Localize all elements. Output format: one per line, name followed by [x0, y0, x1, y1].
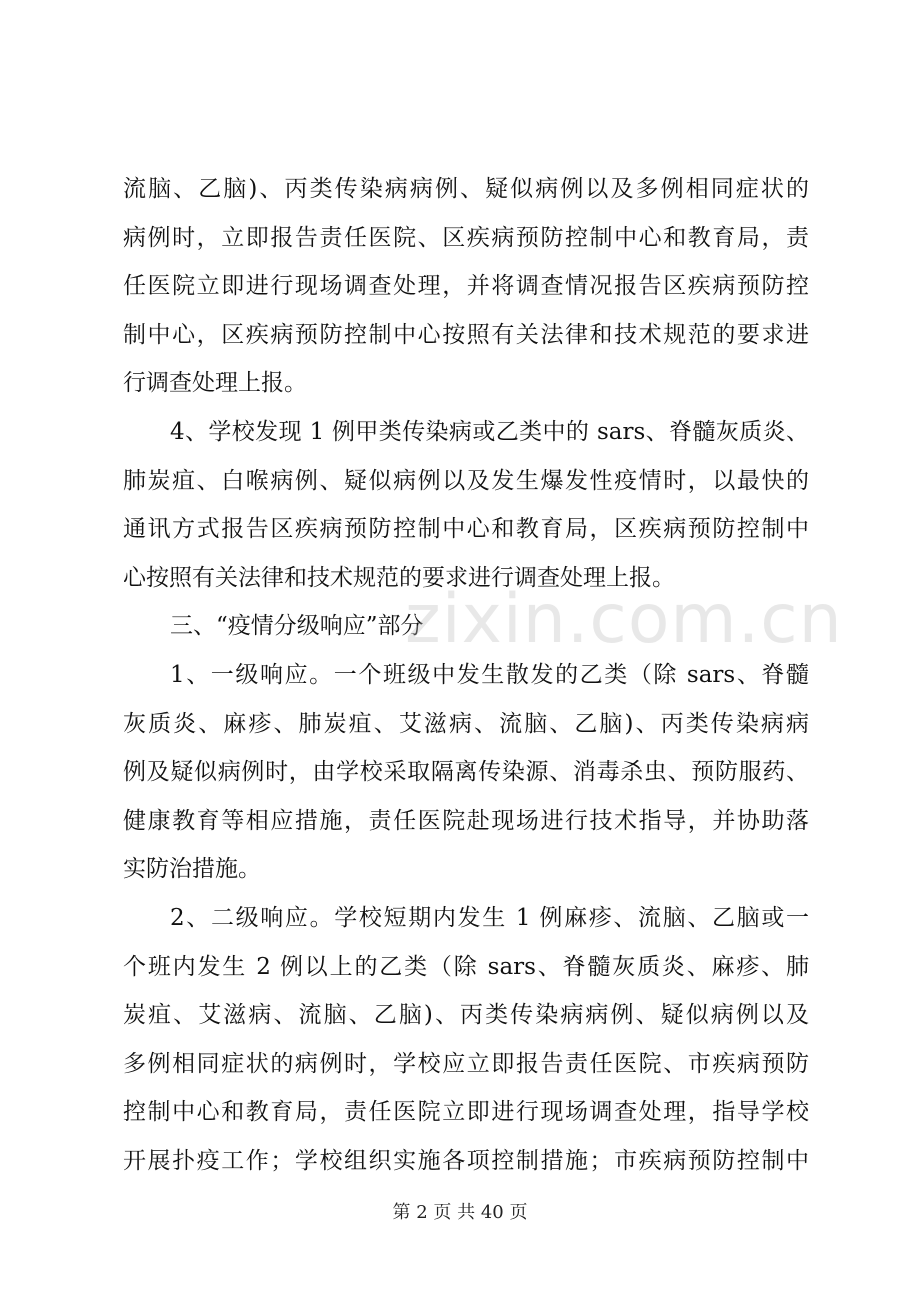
document-body [123, 165, 809, 1185]
text-line: 任医院立即进行现场调查处理，并将调查情况报告区疾病预防控 [123, 273, 809, 300]
text-line: 心按照有关法律和技术规范的要求进行调查处理上报。 [123, 564, 675, 591]
paragraph-first-line: 4、学校发现 1 例甲类传染病或乙类中的 sars、脊髓灰质炎、 [170, 418, 809, 445]
paragraph-first-line: 2、二级响应。学校短期内发生 1 例麻疹、流脑、乙脑或一 [170, 904, 809, 931]
text-line: 实防治措施。 [123, 856, 261, 883]
text-line: 健康教育等相应措施，责任医院赴现场进行技术指导，并协助落 [123, 807, 809, 834]
text-line: 通讯方式报告区疾病预防控制中心和教育局，区疾病预防控制中 [123, 516, 809, 543]
text-line: 行调查处理上报。 [123, 370, 307, 397]
watermark: zixin.com.cn [405, 580, 843, 659]
text-line: 病例时，立即报告责任医院、区疾病预防控制中心和教育局，责 [123, 224, 809, 251]
text-line: 开展扑疫工作；学校组织实施各项控制措施；市疾病预防控制中 [123, 1147, 809, 1174]
text-line: 例及疑似病例时，由学校采取隔离传染源、消毒杀虫、预防服药、 [123, 759, 809, 786]
text-line: 灰质炎、麻疹、肺炭疽、艾滋病、流脑、乙脑)、丙类传染病病 [123, 710, 809, 737]
text-line: 炭疽、艾滋病、流脑、乙脑)、丙类传染病病例、疑似病例以及 [123, 1002, 809, 1029]
paragraph-first-line: 1、一级响应。一个班级中发生散发的乙类（除 sars、脊髓 [170, 661, 809, 688]
text-line: 个班内发生 2 例以上的乙类（除 sars、脊髓灰质炎、麻疹、肺 [123, 953, 809, 980]
section-heading: 三、“疫情分级响应”部分 [170, 613, 424, 640]
text-line: 流脑、乙脑)、丙类传染病病例、疑似病例以及多例相同症状的 [123, 176, 809, 202]
page-footer: 第 2 页 共 40 页 [392, 1202, 528, 1223]
text-line: 多例相同症状的病例时，学校应立即报告责任医院、市疾病预防 [123, 1050, 809, 1077]
text-line: 肺炭疽、白喉病例、疑似病例以及发生爆发性疫情时，以最快的 [123, 467, 809, 494]
text-line: 控制中心和教育局，责任医院立即进行现场调查处理，指导学校 [123, 1099, 809, 1126]
text-line: 制中心，区疾病预防控制中心按照有关法律和技术规范的要求进 [123, 321, 809, 348]
